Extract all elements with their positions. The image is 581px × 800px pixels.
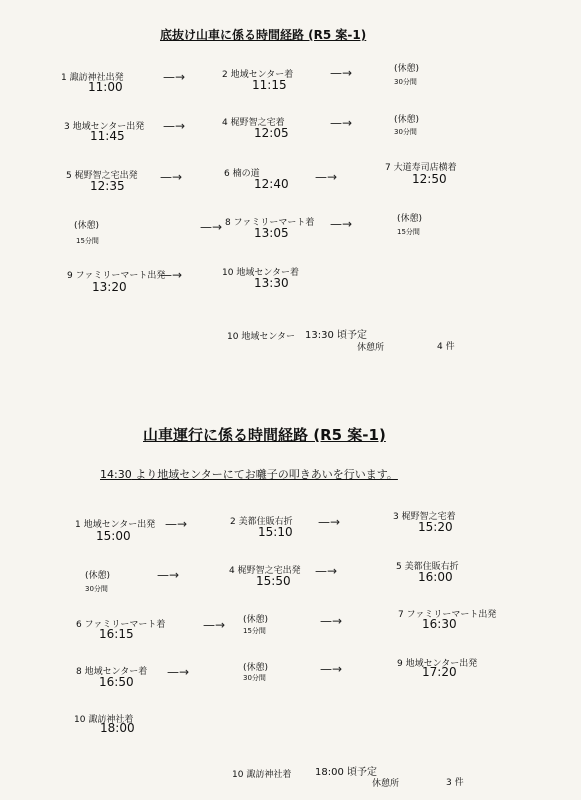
route-arrow: —→ [165,517,188,531]
stop-label: 9 ファミリーマート出発 [67,271,166,281]
rest-duration: 30分間 [394,128,417,136]
stop-time: 15:00 [96,529,131,543]
route-arrow: —→ [318,515,341,529]
route-arrow: —→ [315,170,338,184]
route-arrow: —→ [163,70,186,84]
stop-time: 16:50 [99,675,134,689]
rest-label: (休憩) [243,663,269,673]
rest-duration: 30分間 [394,78,417,86]
stop-label: 7 大道寿司店横着 [385,163,457,173]
route-arrow: —→ [200,220,223,234]
stop-time: 13:20 [92,280,127,294]
route-arrow: —→ [167,665,190,679]
summary-rest-label: 休憩所 [357,343,385,353]
rest-label: (休憩) [74,221,100,231]
stop-time: 12:50 [412,172,447,186]
route-arrow: —→ [320,662,343,676]
stop-time: 17:20 [422,665,457,679]
route-arrow: —→ [203,618,226,632]
route-arrow: —→ [315,564,338,578]
rest-duration: 15分間 [76,237,99,245]
intro-note-text: より地域センターにてお囃子の叩きあいを行います。 [131,468,398,481]
stop-label: 6 ファミリーマート着 [76,620,166,630]
stop-label: 3 地域センター出発 [64,122,145,132]
stop-time: 11:45 [90,129,125,143]
stop-label: 5 梶野智之宅出発 [66,171,138,181]
summary-label: 10 地域センター [227,332,295,342]
route-arrow: —→ [330,116,353,130]
summary-rest-count: 3 件 [446,778,464,788]
route-arrow: —→ [160,268,183,282]
stop-label: 4 梶野智之宅着 [222,118,285,128]
route-arrow: —→ [320,614,343,628]
stop-time: 15:10 [258,525,293,539]
stop-label: 7 ファミリーマート出発 [398,610,497,620]
section2-title: 山車運行に係る時間経路 (R5 案-1) [143,426,386,444]
stop-time: 12:40 [254,177,289,191]
stop-label: 9 地域センター出発 [397,659,478,669]
stop-time: 18:00 [100,721,135,735]
summary-rest-count: 4 件 [437,342,455,352]
rest-label: (休憩) [85,571,111,581]
rest-duration: 15分間 [397,228,420,236]
stop-time: 11:15 [252,78,287,92]
stop-label: 10 地域センター着 [222,268,299,278]
route-arrow: —→ [330,217,353,231]
rest-duration: 30分間 [243,674,266,682]
stop-time: 12:05 [254,126,289,140]
route-arrow: —→ [163,119,186,133]
intro-note [100,466,398,482]
stop-time: 16:00 [418,570,453,584]
stop-label: 1 地域センター出発 [75,520,156,530]
summary-time: 18:00 頃予定 [315,767,377,778]
stop-time: 16:15 [99,627,134,641]
bleed-through-heading [392,12,410,38]
rest-duration: 15分間 [243,627,266,635]
stop-label: 3 梶野智之宅着 [393,512,456,522]
rest-label: (休憩) [243,615,269,625]
rest-label: (休憩) [394,64,420,74]
route-arrow: —→ [160,170,183,184]
route-arrow: —→ [330,66,353,80]
stop-time: 16:30 [422,617,457,631]
stop-time: 13:30 [254,276,289,290]
stop-time: 11:00 [88,80,123,94]
section1-title: 底抜け山車に係る時間経路 (R5 案-1) [160,28,367,42]
rest-label: (休憩) [394,115,420,125]
summary-time: 13:30 頃予定 [305,330,367,341]
stop-label: 8 地域センター着 [76,667,148,677]
summary-label: 10 諏訪神社着 [232,770,292,780]
stop-time: 15:20 [418,520,453,534]
stop-time: 15:50 [256,574,291,588]
rest-duration: 30分間 [85,585,108,593]
stop-label: 2 美都住販右折 [230,517,293,527]
stop-label: 4 梶野智之宅出発 [229,566,301,576]
stop-time: 12:35 [90,179,125,193]
intro-note-time: 14:30 [100,468,132,481]
stop-label: 5 美都住販右折 [396,562,459,572]
route-arrow: —→ [157,568,180,582]
rest-label: (休憩) [397,214,423,224]
stop-label: 10 諏訪神社着 [74,715,134,725]
stop-label: 1 諏訪神社出発 [61,73,124,83]
summary-rest-label: 休憩所 [372,779,400,789]
stop-time: 13:05 [254,226,289,240]
stop-label: 6 楠の道 [224,169,260,179]
stop-label: 8 ファミリーマート着 [225,218,315,228]
stop-label: 2 地域センター着 [222,70,294,80]
